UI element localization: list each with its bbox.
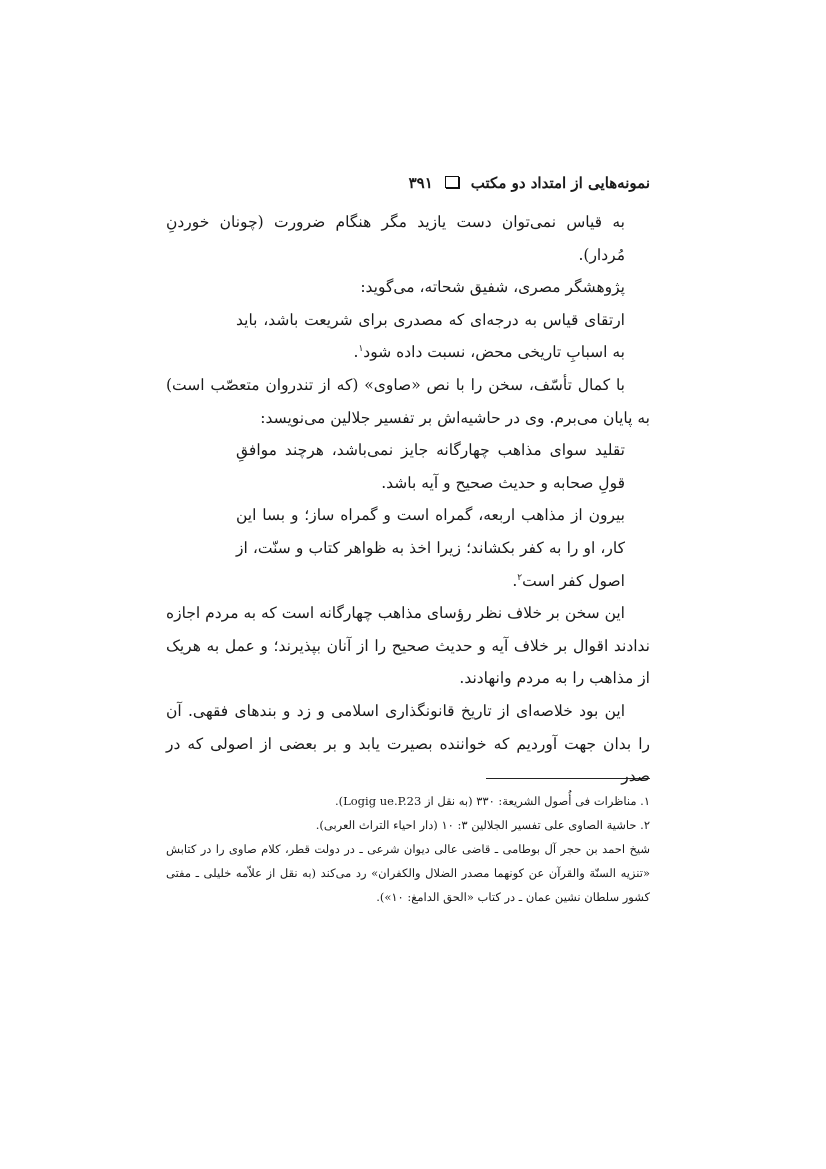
paragraph-4: این سخن بر خلاف نظر رؤسای مذاهب چهارگانه است که به مردم اجازه ندادند اقوال بر خلاف آیه و حدیث صحیح را از آنان بپذیرند؛ و عمل به هریک از مذاهب را به مردم وانهادند. bbox=[166, 604, 651, 688]
paragraph-3 bbox=[166, 369, 650, 434]
quote-3-text: بیرون از مذاهب اربعه، گمراه است و گمراه ساز؛ و بسا این کار، او را به کفر بکشاند؛ زیرا اخذ به ظواهر کتاب و سنّت، از اصول کفر است bbox=[236, 506, 625, 590]
footnote-divider bbox=[486, 778, 650, 779]
footnote-2-continued: شیخ احمد بن حجر آل بوطامی ـ قاضی عالی دیوان شرعی ـ در دولت قطر، کلام صاوی را در کتابش «تنزیه السنّة والقرآن عن کونهما مصدر الضلال والکفران» رد می‌کند (به نقل از علاّمه خلیلی ـ مفتی کشور سلطان نشین عمان ـ در کتاب «الحق الدامغ: ۱۰»). bbox=[166, 842, 650, 904]
footnotes bbox=[166, 789, 650, 909]
paragraph-3-text: با کمال تأسّف، سخن را با نص «صاوی» (که از تندروان متعصّب است) به پایان می‌برم. وی در حاشیه‌اش بر تفسیر جلالین می‌نویسد: bbox=[166, 375, 650, 427]
quote-1-text: ارتقای قیاس به درجه‌ای که مصدری برای شریعت باشد، باید به اسبابِ تاریخی محض، نسبت داده شود bbox=[236, 310, 625, 362]
footnote-2: ۲. حاشیة الصاوی علی تفسیر الجلالین ۳: ۱۰ (دار احیاء التراث العربی). bbox=[315, 818, 650, 832]
footnote-1: ۱. مناظرات فی أُصول الشریعة: ۳۳۰ (به نقل از Logig ue.P.23). bbox=[334, 794, 650, 808]
quote-2: تقلید سوای مذاهب چهارگانه جایز نمی‌باشد، هرچند موافقِ قولِ صحابه و حدیث صحیح و آیه باشد. bbox=[236, 441, 625, 492]
footnote-ref-1: ۱ bbox=[358, 344, 364, 355]
quote-1: ارتقای قیاس به درجه‌ای که مصدری برای شریعت باشد، باید به اسبابِ تاریخی محض، نسبت داده شود$^۱$. bbox=[236, 310, 625, 362]
footnote-ref-2: ۲ bbox=[517, 572, 523, 583]
page-number: ۳۹۱ bbox=[408, 174, 433, 192]
chapter-title: نمونه‌هایی از امتداد دو مکتب bbox=[470, 174, 650, 192]
paragraph-2: پژوهشگر مصری، شفیق شحاته، می‌گوید: bbox=[360, 278, 625, 297]
square-ornament-icon bbox=[445, 176, 459, 188]
paragraph-1: به قیاس نمی‌توان دست یازید مگر هنگام ضرورت (چونان خوردنِ مُردار). bbox=[166, 213, 625, 264]
running-header bbox=[166, 170, 650, 196]
main-text bbox=[166, 206, 650, 793]
quote-3: بیرون از مذاهب اربعه، گمراه است و گمراه ساز؛ و بسا این کار، او را به کفر بکشاند؛ زیرا اخذ به ظواهر کتاب و سنّت، از اصول کفر است$^۲$. bbox=[236, 506, 625, 590]
paragraph-5: این بود خلاصه‌ای از تاریخ قانونگذاری اسلامی و زد و بندهای فقهی. آن را بدان جهت آوردیم که خواننده بصیرت یابد و بر بعضی از اصولی که در صدر bbox=[166, 701, 650, 786]
